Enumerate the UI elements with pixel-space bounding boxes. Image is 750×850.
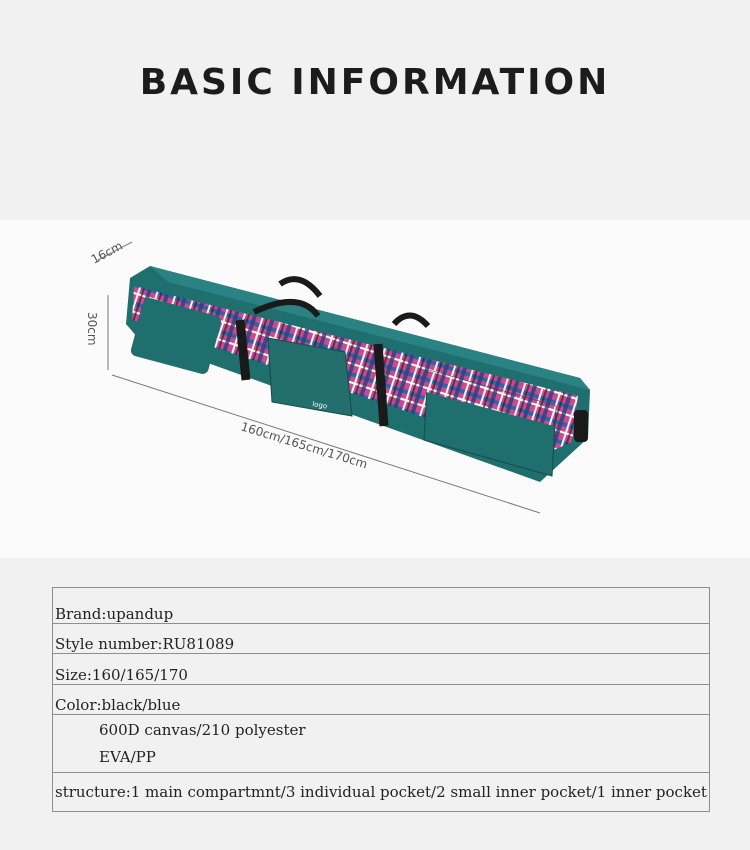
dimension-depth-label: 16cm bbox=[88, 238, 126, 267]
structure-cell: structure:1 main compartmnt/3 individual pocket/2 small inner pocket/1 inner pocket bbox=[53, 773, 710, 812]
color-cell: Color:black/blue bbox=[53, 685, 710, 715]
dimension-height-label: 30cm bbox=[85, 312, 99, 346]
table-row bbox=[53, 715, 710, 773]
spec-table bbox=[52, 587, 710, 812]
table-row bbox=[53, 654, 710, 685]
style-number-cell: Style number:RU81089 bbox=[53, 624, 710, 654]
size-cell: Size:160/165/170 bbox=[53, 654, 710, 685]
svg-text:logo: logo bbox=[311, 400, 328, 411]
material-cell bbox=[53, 715, 710, 773]
brand-cell: Brand:upandup bbox=[53, 588, 710, 624]
ski-bag bbox=[126, 266, 590, 482]
table-row bbox=[53, 624, 710, 654]
dimension-length-label: 160cm/165cm/170cm bbox=[239, 419, 370, 472]
product-photo bbox=[0, 220, 750, 558]
material-line-2: EVA/PP bbox=[99, 747, 156, 766]
page-title: BASIC INFORMATION bbox=[139, 62, 611, 103]
table-row bbox=[53, 588, 710, 624]
bag-image bbox=[0, 220, 750, 558]
table-row bbox=[53, 773, 710, 812]
material-line-1: 600D canvas/210 polyester bbox=[99, 720, 306, 739]
table-row bbox=[53, 685, 710, 715]
